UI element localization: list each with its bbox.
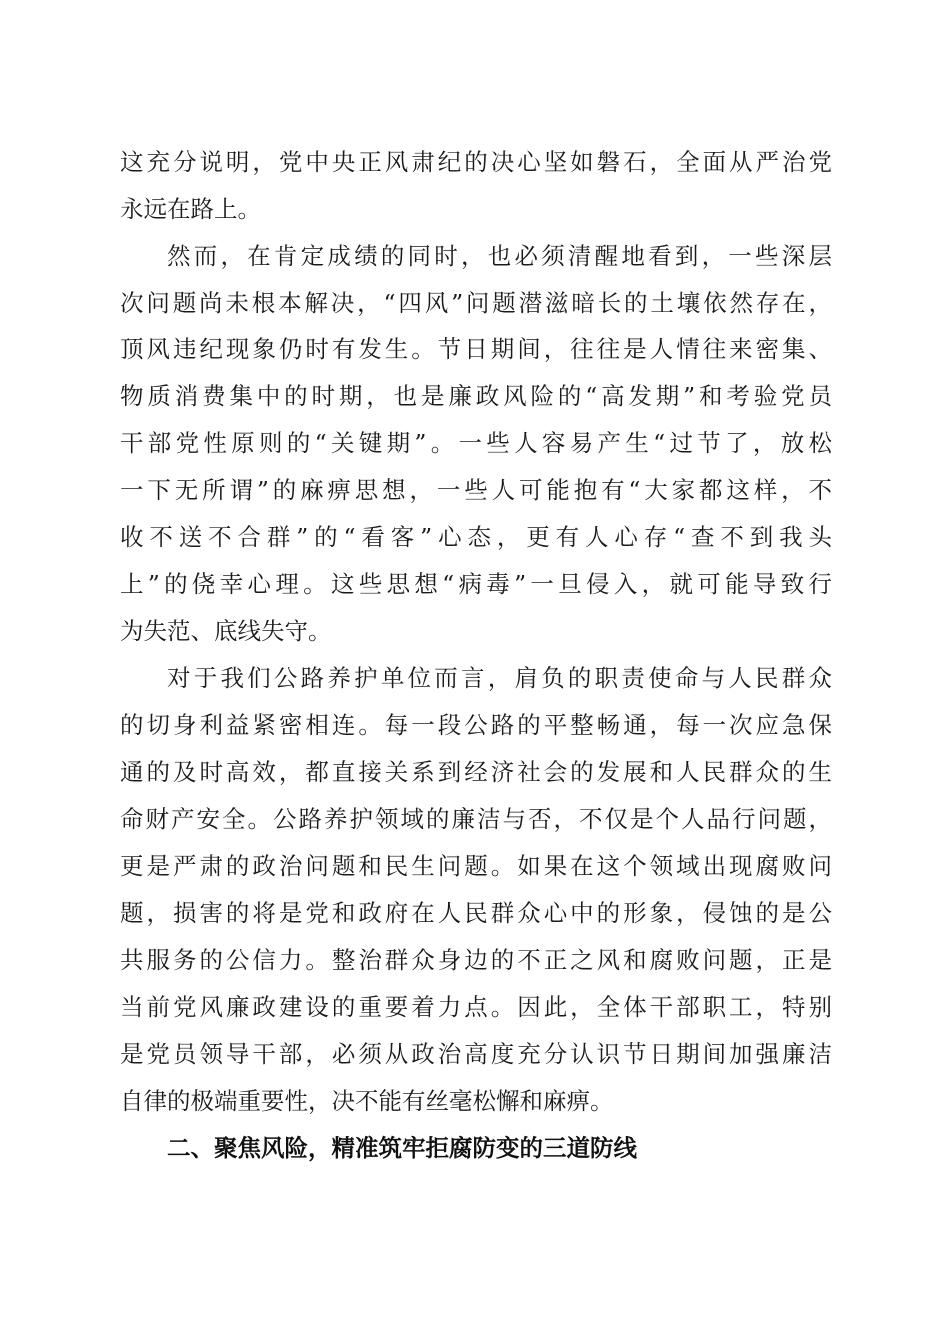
paragraph-2-line-2: 次问题尚未根本解决，“四风”问题潜滋暗长的土壤依然存在，: [120, 289, 832, 317]
paragraph-2-line-5: 干部党性原则的“关键期”。一些人容易产生“过节了，放松: [120, 429, 832, 457]
paragraph-3-line-8: 当前党风廉政建设的重要着力点。因此，全体干部职工，特别: [120, 993, 832, 1021]
paragraph-3-line-2: 的切身利益紧密相连。每一段公路的平整畅通，每一次应急保: [120, 711, 832, 739]
paragraph-2-line-9: 为失范、底线失守。: [120, 617, 332, 645]
paragraph-3-line-1: 对于我们公路养护单位而言，肩负的职责使命与人民群众: [167, 664, 832, 692]
paragraph-3-line-9: 是党员领导干部，必须从政治高度充分认识节日期间加强廉洁: [120, 1040, 832, 1068]
paragraph-3-line-5: 更是严肃的政治问题和民生问题。如果在这个领域出现腐败问: [120, 852, 832, 880]
paragraph-3-line-7: 共服务的公信力。整治群众身边的不正之风和腐败问题，正是: [120, 946, 832, 974]
paragraph-1-line-1: 这充分说明，党中央正风肃纪的决心坚如磐石，全面从严治党: [120, 148, 832, 176]
paragraph-2-line-8: 上”的侥幸心理。这些思想“病毒”一旦侵入，就可能导致行: [120, 570, 832, 598]
paragraph-2-line-1: 然而，在肯定成绩的同时，也必须清醒地看到，一些深层: [167, 242, 832, 270]
paragraph-2-line-6: 一下无所谓”的麻痹思想，一些人可能抱有“大家都这样，不: [120, 476, 832, 504]
paragraph-3-line-3: 通的及时高效，都直接关系到经济社会的发展和人民群众的生: [120, 758, 832, 786]
paragraph-1-line-2: 永远在路上。: [120, 195, 261, 223]
paragraph-3-line-4: 命财产安全。公路养护领域的廉洁与否，不仅是个人品行问题，: [120, 805, 832, 833]
paragraph-3-line-6: 题，损害的将是党和政府在人民群众心中的形象，侵蚀的是公: [120, 899, 832, 927]
paragraph-2-line-3: 顶风违纪现象仍时有发生。节日期间，往往是人情往来密集、: [120, 335, 832, 363]
section-heading: 二、聚焦风险，精准筑牢拒腐防变的三道防线: [167, 1134, 637, 1162]
paragraph-2-line-7: 收不送不合群”的“看客”心态，更有人心存“查不到我头: [120, 523, 832, 551]
paragraph-3-line-10: 自律的极端重要性，决不能有丝毫松懈和麻痹。: [120, 1087, 614, 1115]
paragraph-2-line-4: 物质消费集中的时期，也是廉政风险的“高发期”和考验党员: [120, 382, 832, 410]
